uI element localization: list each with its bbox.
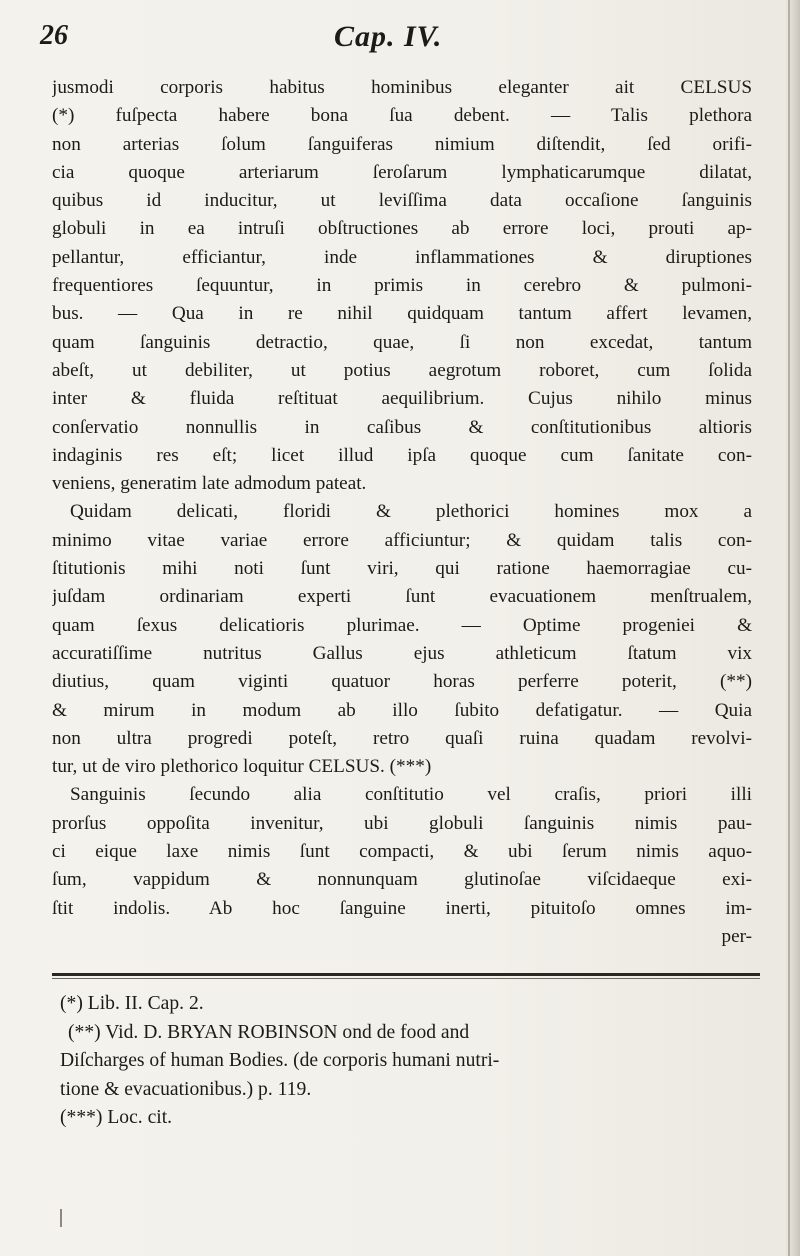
body-line: Quidam delicati, floridi & plethorici homines mox a <box>70 501 752 523</box>
body-line: jusmodi corporis habitus hominibus eleganter ait CELSUS <box>52 77 752 98</box>
page-edge-line <box>788 0 790 1256</box>
body-line: & mirum in modum ab illo ſubito defatigatur. — Quia <box>52 699 752 721</box>
footnote: tione & evacuationibus.) p. 119. <box>60 1078 312 1100</box>
page-header <box>40 20 760 60</box>
body-line: abeſt, ut debiliter, ut potius aegrotum roboret, cum ſolida <box>52 359 752 381</box>
page-number: 26 <box>40 20 68 51</box>
body-line: ci eique laxe nimis ſunt compacti, & ubi ſerum nimis aquo- <box>52 841 752 863</box>
body-line: veniens, generatim late admodum pateat. <box>52 473 367 495</box>
catchword: per- <box>721 925 752 947</box>
margin-mark <box>60 1209 62 1227</box>
body-line: indaginis res eſt; licet illud ipſa quoque cum ſanitate con- <box>52 444 752 466</box>
body-text <box>52 74 752 951</box>
body-line: pellantur, efficiantur, inde inflammationes & diruptiones <box>52 246 752 268</box>
body-line: quam ſexus delicatioris plurimae. — Optime progeniei & <box>52 614 752 636</box>
body-line: quam ſanguinis detractio, quae, ſi non excedat, tantum <box>52 331 752 353</box>
body-line: non arterias ſolum ſanguiferas nimium diſtendit, ſed orifi- <box>52 133 752 155</box>
footnote: (*) Lib. II. Cap. 2. <box>60 993 204 1014</box>
footnotes <box>60 990 760 1133</box>
body-line: juſdam ordinariam experti ſunt evacuationem menſtrualem, <box>52 586 752 608</box>
body-line: accuratiſſime nutritus Gallus ejus athleticum ſtatum vix <box>52 642 752 664</box>
body-line: ſtitutionis mihi noti ſunt viri, qui ratione haemorragiae cu- <box>52 558 752 580</box>
body-line: ſtit indolis. Ab hoc ſanguine inerti, pituitoſo omnes im- <box>52 897 752 919</box>
footnote-rule <box>52 973 760 976</box>
body-line: (*) fuſpecta habere bona ſua debent. — Talis plethora <box>52 105 752 127</box>
body-line: conſervatio nonnullis in caſibus & conſtitutionibus altioris <box>52 416 752 438</box>
footnote: (***) Loc. cit. <box>60 1107 173 1128</box>
footnote: (**) Vid. D. BRYAN ROBINSON ond de food and <box>68 1021 470 1043</box>
body-line: minimo vitae variae errore afficiuntur; & quidam talis con- <box>52 529 752 551</box>
body-line: tur, ut de viro plethorico loquitur CELSUS. (***) <box>52 756 432 778</box>
running-head: Cap. IV. <box>334 20 443 53</box>
body-line: bus. — Qua in re nihil quidquam tantum affert levamen, <box>52 303 752 325</box>
body-line: Sanguinis ſecundo alia conſtitutio vel craſis, priori illi <box>70 784 752 806</box>
body-line: cia quoque arteriarum ſeroſarum lymphaticarumque dilatat, <box>52 161 752 183</box>
body-line: inter & fluida reſtituat aequilibrium. Cujus nihilo minus <box>52 388 752 410</box>
body-line: frequentiores ſequuntur, in primis in cerebro & pulmoni- <box>52 275 752 297</box>
footnote-rule-thin <box>52 978 760 979</box>
body-line: diutius, quam viginti quatuor horas perferre poterit, (**) <box>52 671 752 693</box>
body-line: prorſus oppoſita invenitur, ubi globuli ſanguinis nimis pau- <box>52 812 752 834</box>
body-line: non ultra progredi poteſt, retro quaſi ruina quadam revolvi- <box>52 727 752 749</box>
body-line: ſum, vappidum & nonnunquam glutinoſae viſcidaeque exi- <box>52 869 752 891</box>
body-line: quibus id inducitur, ut leviſſima data occaſione ſanguinis <box>52 190 752 212</box>
footnote: Diſcharges of human Bodies. (de corporis humani nutri- <box>60 1050 500 1071</box>
body-line: globuli in ea intruſi obſtructiones ab errore loci, prouti ap- <box>52 218 752 240</box>
